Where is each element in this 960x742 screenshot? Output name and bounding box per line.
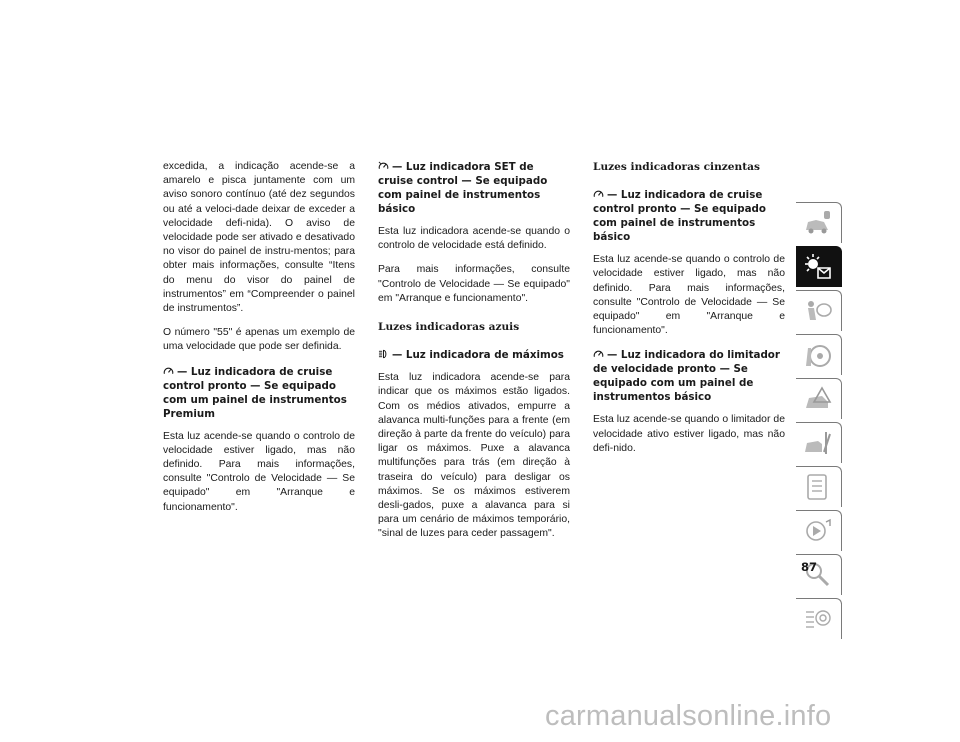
specs-icon — [802, 472, 834, 502]
airbag-icon — [802, 296, 834, 326]
paragraph: Esta luz acende-se quando o controlo de velocidade estiver ligado, mas não definido. Para mais informações, consulte "Controlo de Velocidade — Se equipado" em "Arranque e funcionamento". — [163, 430, 355, 513]
tab-safety[interactable] — [796, 290, 842, 331]
paragraph: Esta luz acende-se quando o controlo de velocidade estiver ligado, mas não definido. Para mais informações, consulte "Controlo de Velocidade — Se equipado" em "Arranque e funcionamento". — [593, 254, 785, 337]
speed-limiter-icon — [593, 349, 604, 359]
high-beam-heading — [378, 348, 570, 362]
column-2 — [378, 160, 570, 552]
steering-wheel-icon — [802, 340, 834, 370]
multimedia-icon — [802, 516, 834, 546]
paragraph: excedida, a indicação acende-se a amarelo e pisca juntamente com um aviso sonoro contínuo (até dez segundos ou até a veloci-dade deixar de exceder a velocidade defi-nida). O aviso de velocidade pode ser ativado e desativado no visor do painel de instru-mentos; para obter mais informações, consulte “Itens do menu do visor do painel de instrumentos” em “Compreender o painel de instrumentos”. — [163, 161, 355, 315]
heading-text: — Luz indicadora de máximos — [392, 349, 564, 362]
speedometer-set-icon — [378, 161, 389, 171]
heading-text: — Luz indicadora de cruise control pronto — Se equipado com painel de instrumentos básico — [593, 189, 766, 244]
service-icon — [802, 428, 834, 458]
tab-languages[interactable] — [796, 598, 842, 639]
speed-limiter-heading — [593, 348, 785, 404]
cruise-ready-premium-heading — [163, 365, 355, 421]
car-key-icon — [802, 208, 834, 238]
watermark: carmanualsonline.info — [545, 700, 832, 732]
roadside-icon — [802, 384, 834, 414]
tab-technical-specifications[interactable] — [796, 466, 842, 507]
tab-in-case-of-emergency[interactable] — [796, 378, 842, 419]
chapter-tabs — [796, 202, 842, 642]
speedometer-icon — [593, 189, 604, 199]
paragraph: Para mais informações, consulte "Controlo de Velocidade — Se equipado" em "Arranque e funcionamento". — [378, 264, 570, 304]
cruise-set-heading — [378, 160, 570, 216]
paragraph: Esta luz acende-se quando o limitador de velocidade ativo estiver ligado, mas não defi-nido. — [593, 414, 785, 454]
paragraph: Esta luz indicadora acende-se para indicar que os máximos estão ligados. Com os médios ativados, empurre a alavanca multi-funções para a frente (em direção à parte da frente do veículo) para ligar os máximos. Puxe a alavanca multifunções para trás (em direção à traseira do veículo) para desligar os máximos. Se os máximos estiverem desli-gados, puxe a alavanca para si para um cenário de máximos temporário, "sinal de luzes para ceder passagem". — [378, 372, 570, 540]
languages-icon — [802, 604, 834, 634]
section-title-blue: Luzes indicadoras azuis — [378, 321, 520, 334]
heading-text: — Luz indicadora do limitador de velocidade pronto — Se equipado com um painel de instrumentos básico — [593, 349, 780, 404]
tab-instrument-panel[interactable] — [796, 246, 842, 287]
speedometer-icon — [163, 366, 174, 376]
paragraph: O número "55" é apenas um exemplo de uma velocidade que pode ser definida. — [163, 327, 355, 353]
warning-light-icon — [802, 252, 834, 282]
section-title-grey: Luzes indicadoras cinzentas — [593, 161, 760, 173]
heading-text: — Luz indicadora de cruise control pronto — Se equipado com um painel de instrumentos Premium — [163, 365, 347, 420]
cruise-ready-basic-heading — [593, 188, 785, 244]
page-number: 87 — [800, 560, 817, 574]
tab-getting-to-know[interactable] — [796, 202, 842, 243]
tab-servicing[interactable] — [796, 422, 842, 463]
tab-starting-operating[interactable] — [796, 334, 842, 375]
tab-multimedia[interactable] — [796, 510, 842, 551]
heading-text: — Luz indicadora SET de cruise control — Se equipado com painel de instrumentos básico — [378, 161, 548, 215]
paragraph: Esta luz indicadora acende-se quando o controlo de velocidade está definido. — [378, 226, 570, 252]
high-beam-icon — [378, 349, 389, 359]
column-3 — [593, 160, 785, 466]
column-1 — [163, 160, 355, 525]
